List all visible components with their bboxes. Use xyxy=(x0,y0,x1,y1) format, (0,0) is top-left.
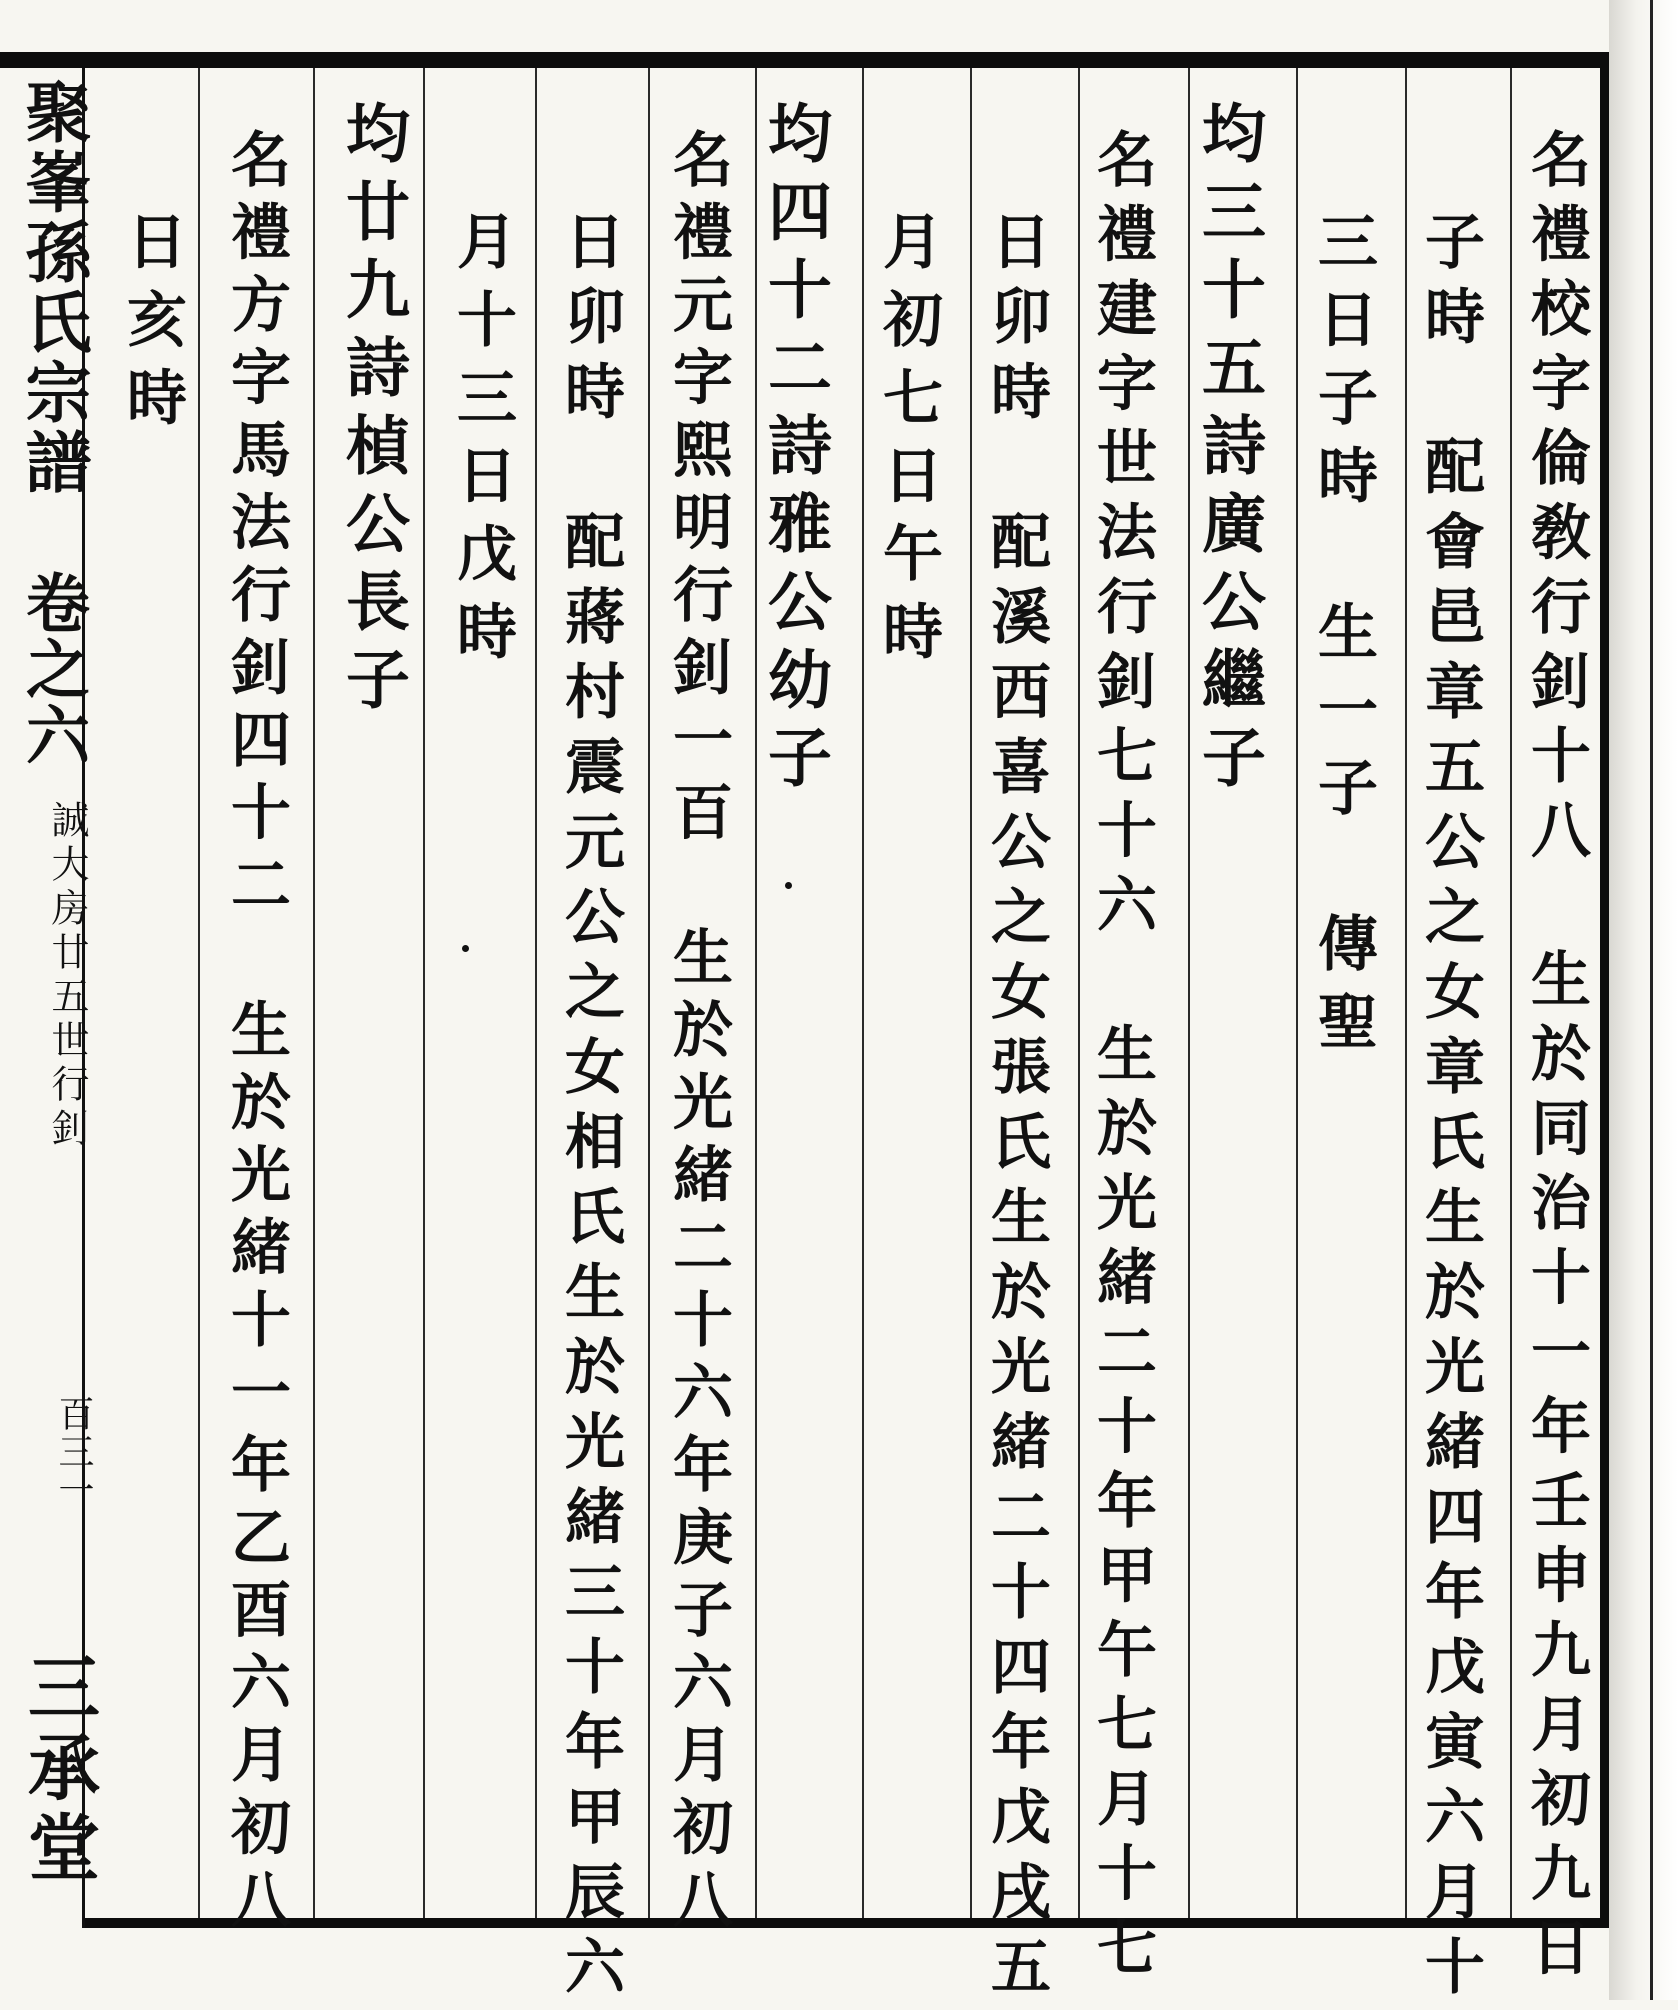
text-column-14: 日亥時 xyxy=(117,210,187,444)
frame-top-border xyxy=(0,52,1605,68)
text-column-13: 名禮方字馬法行釗四十二 生於光緒十一年乙酉六月初八 xyxy=(221,128,291,1941)
text-column-12: 均廿九詩楨公長子 xyxy=(335,100,410,724)
text-column-9: 名禮元字熙明行釗一百 生於光緒二十六年庚子六月初八 xyxy=(663,128,733,1941)
text-column-2: 子時 配會邑章五公之女章氏生於光緒四年戊寅六月十 xyxy=(1415,210,1485,2010)
text-column-4: 均三十五詩廣公繼子 xyxy=(1191,100,1266,802)
text-column-11: 月十三日戊時 xyxy=(447,210,517,678)
binding-edge xyxy=(1609,0,1678,2000)
column-rule xyxy=(1510,68,1512,1918)
column-rule xyxy=(1078,68,1080,1918)
column-rule xyxy=(535,68,537,1918)
frame-right-border xyxy=(1600,52,1609,1928)
ink-dot xyxy=(785,882,792,889)
column-rule xyxy=(1405,68,1407,1918)
column-rule xyxy=(198,68,200,1918)
column-rule xyxy=(970,68,972,1918)
margin-volume: 卷之六 xyxy=(15,570,90,768)
text-column-8: 均四十二詩雅公幼子 xyxy=(757,100,832,802)
column-rule xyxy=(648,68,650,1918)
hall-name: 三承堂 xyxy=(16,1650,101,1890)
text-column-6: 日卯時 配溪西喜公之女張氏生於光緒二十四年戊戌五 xyxy=(981,210,1051,2010)
column-rule xyxy=(313,68,315,1918)
column-rule xyxy=(1188,68,1190,1918)
margin-title: 聚峯孫氏宗譜 xyxy=(14,78,92,498)
text-column-1: 名禮校字倫敎行釗十八 生於同治十一年壬申九月初九日 xyxy=(1521,128,1591,1991)
column-rule xyxy=(1296,68,1298,1918)
ink-dot xyxy=(462,945,469,952)
text-column-10: 日卯時 配蔣村震元公之女相氏生於光緒三十年甲辰六 xyxy=(555,210,625,2010)
text-column-5: 名禮建字世法行釗七十六 生於光緒二十年甲午七月十七 xyxy=(1087,128,1157,1991)
margin-section: 誠大房廿五世行釗 xyxy=(45,800,89,1152)
text-column-7: 月初七日午時 xyxy=(873,210,943,678)
frame-bottom-border xyxy=(80,1918,1605,1928)
column-rule xyxy=(423,68,425,1918)
column-rule xyxy=(862,68,864,1918)
text-column-3: 三日子時 生一子 傳聖 xyxy=(1308,210,1378,1068)
page-number: 百三一 xyxy=(53,1395,94,1509)
edge-line xyxy=(1650,0,1653,2000)
